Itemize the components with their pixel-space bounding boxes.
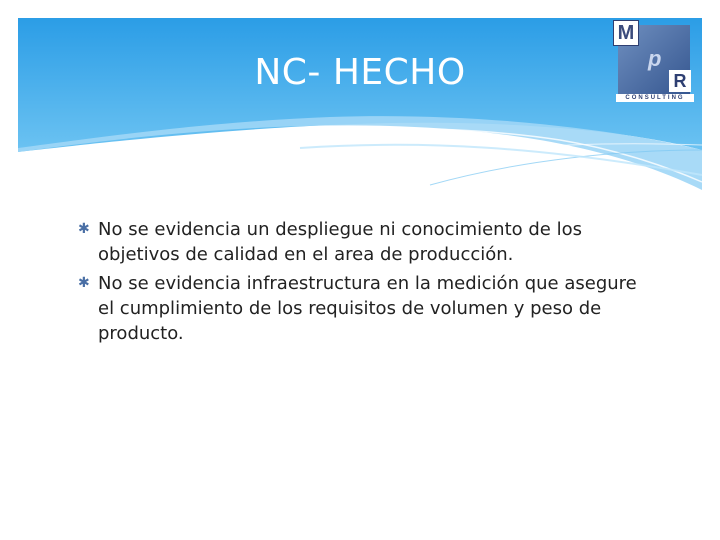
logo-letter-r: R bbox=[669, 70, 691, 92]
bullet-text: No se evidencia un despliegue ni conocimiento de los objetivos de calidad en el area de producción. bbox=[98, 219, 582, 265]
company-logo bbox=[613, 20, 693, 102]
list-item bbox=[78, 217, 658, 267]
header-banner bbox=[0, 0, 720, 200]
slide-title: NC- HECHO bbox=[254, 52, 466, 93]
asterisk-bullet-icon: ✱ bbox=[78, 221, 90, 237]
bullet-list bbox=[78, 217, 658, 350]
logo-letter-p: p bbox=[648, 46, 662, 71]
list-item bbox=[78, 271, 658, 346]
logo-tagline: CONSULTING bbox=[616, 94, 694, 102]
asterisk-bullet-icon: ✱ bbox=[78, 275, 90, 291]
logo-letter-m: M bbox=[613, 20, 639, 46]
bullet-text: No se evidencia infraestructura en la medición que asegure el cumplimiento de los requisitos de volumen y peso de producto. bbox=[98, 273, 637, 344]
header-wave-graphic bbox=[0, 0, 720, 200]
